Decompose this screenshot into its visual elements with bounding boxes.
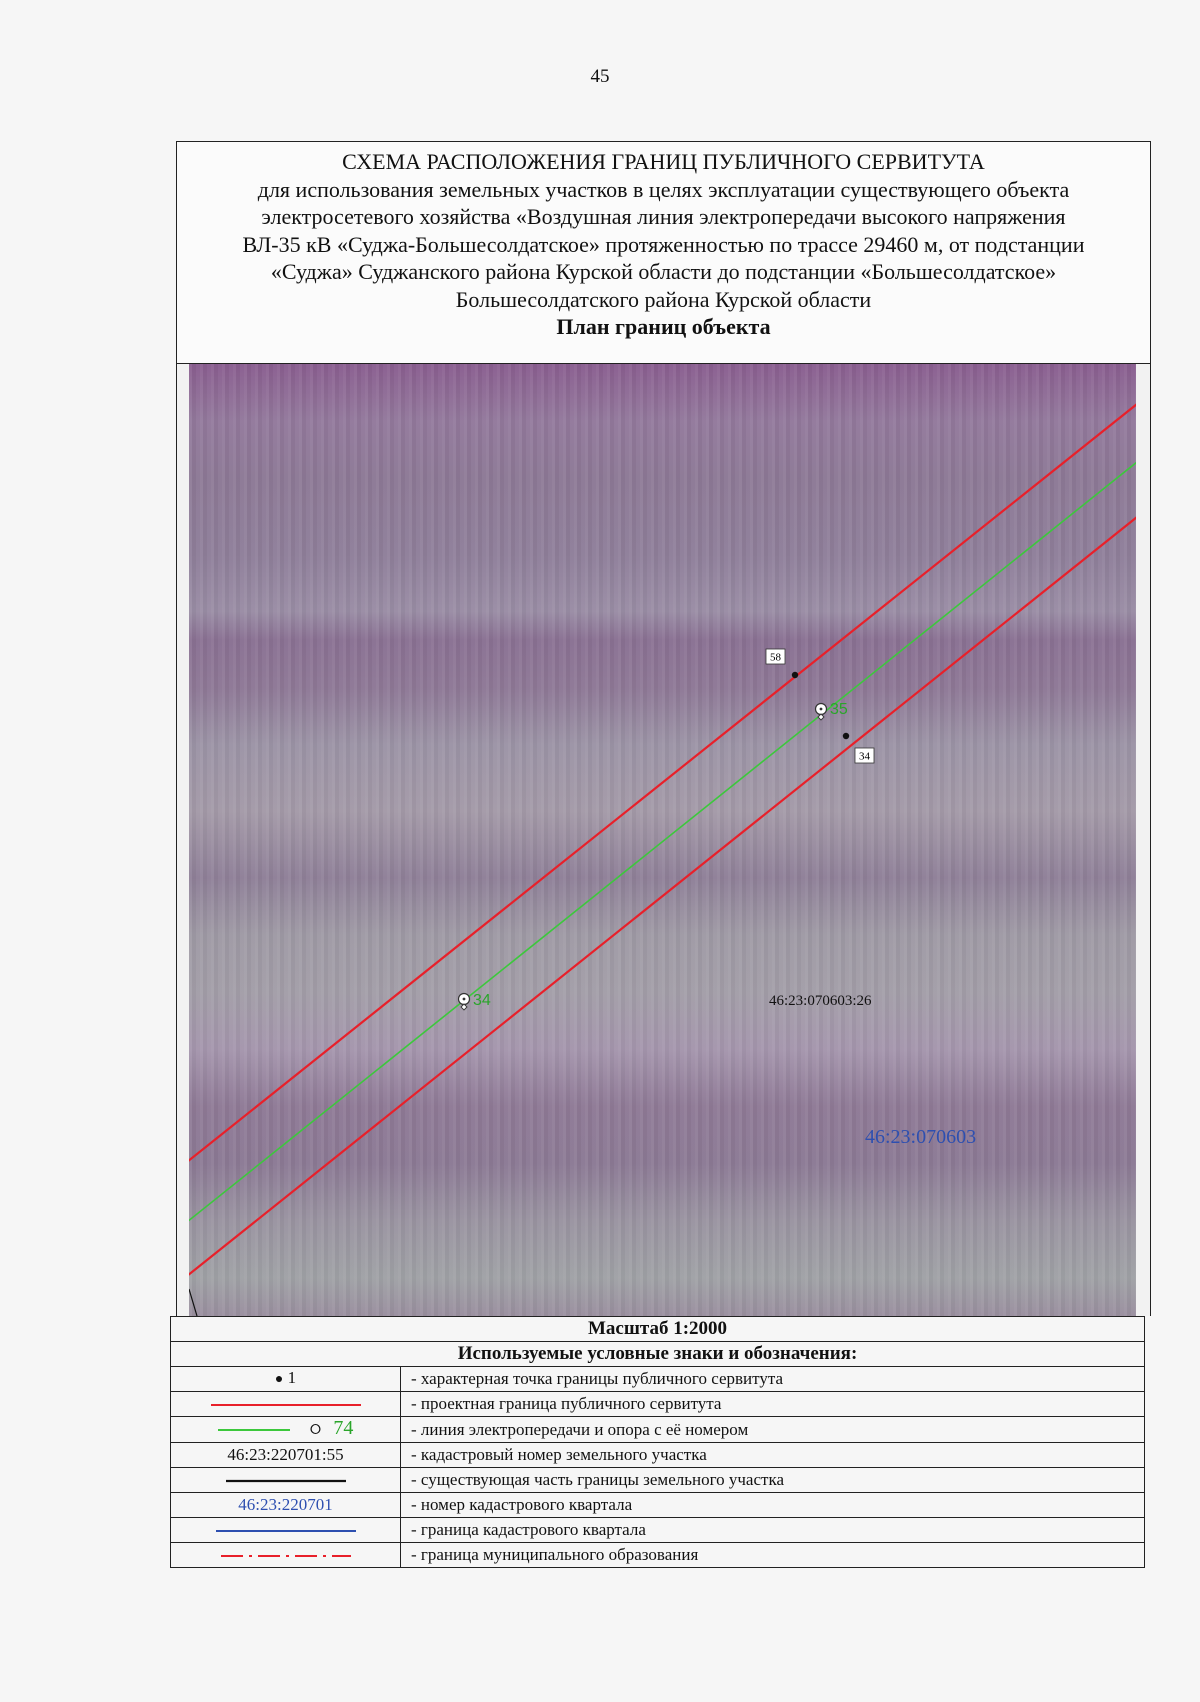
legend-desc-quarter-boundary: - граница кадастрового квартала [401, 1518, 1145, 1543]
boundary-point-34 [843, 733, 849, 739]
legend-symbol-easement [171, 1392, 401, 1417]
map-frame [176, 364, 1151, 1316]
point-icon: ● [274, 1372, 284, 1387]
plan-subtitle: План границ объекта [556, 314, 771, 339]
blue-line-icon [216, 1527, 356, 1535]
page-number: 45 [590, 66, 610, 87]
title-line-4: ВЛ-35 кВ «Суджа-Большесолдатское» протяженностью по трассе 29460 м, от подстанции [242, 231, 1085, 257]
parcel-boundary-fragment [189, 1289, 197, 1316]
legend-desc-parcel-boundary: - существующая часть границы земельного участка [401, 1468, 1145, 1493]
pole-label-34: 34 [473, 992, 491, 1009]
pole-icon: ⭘ [309, 1423, 322, 1438]
black-line-icon [226, 1477, 346, 1485]
legend-row-parcel [171, 1443, 1145, 1468]
legend-symbol-parcel-boundary [171, 1468, 401, 1493]
green-line-icon [218, 1426, 290, 1434]
quarter-number: 46:23:070603 [865, 1126, 977, 1148]
legend-desc-municipal: - граница муниципального образования [401, 1543, 1145, 1568]
legend-desc-point: - характерная точка границы публичного сервитута [401, 1367, 1145, 1392]
legend-desc-easement: - проектная граница публичного сервитута [401, 1392, 1145, 1417]
legend-row-quarter [171, 1493, 1145, 1518]
legend-desc-power-line: - линия электропередачи и опора с её номером [401, 1417, 1145, 1443]
legend-desc-parcel: - кадастровый номер земельного участка [401, 1443, 1145, 1468]
legend-row-easement [171, 1392, 1145, 1417]
title-line-3: электросетевого хозяйства «Воздушная линия электропередачи высокого напряжения [261, 204, 1066, 229]
point-label-34: 34 [859, 750, 870, 763]
power-line [189, 462, 1136, 1222]
easement-boundary-lower [189, 517, 1136, 1276]
legend-row-quarter-boundary [171, 1518, 1145, 1543]
legend-symbol-quarter: 46:23:220701 [171, 1493, 401, 1518]
scale-label: Масштаб 1:2000 [171, 1317, 1145, 1342]
red-dashdot-line-icon [221, 1552, 351, 1560]
title-block [176, 141, 1151, 364]
legend-pole-number: 74 [333, 1417, 354, 1439]
title-line-6: Большесолдатского района Курской области [455, 286, 872, 312]
legend-desc-quarter: - номер кадастрового квартала [401, 1493, 1145, 1518]
point-label-58: 58 [770, 651, 781, 664]
parcel-number: 46:23:070603:26 [769, 993, 872, 1009]
boundary-point-58 [792, 672, 798, 678]
legend-symbol-point [171, 1367, 401, 1392]
legend-point-number: 1 [287, 1368, 297, 1387]
pole-34-icon [459, 994, 470, 1011]
easement-boundary-upper [189, 404, 1136, 1162]
title-line-1: СХЕМА РАСПОЛОЖЕНИЯ ГРАНИЦ ПУБЛИЧНОГО СЕРВИТУТА [342, 149, 985, 174]
legend-heading: Используемые условные знаки и обозначения: [171, 1342, 1145, 1367]
legend-symbol-municipal [171, 1543, 401, 1568]
title-line-2: для использования земельных участков в целях эксплуатации существующего объекта [257, 176, 1070, 202]
legend-symbol-quarter-boundary [171, 1518, 401, 1543]
legend-symbol-parcel: 46:23:220701:55 [171, 1443, 401, 1468]
legend-table [170, 1316, 1145, 1568]
red-line-icon [211, 1401, 361, 1409]
pole-label-35: 35 [830, 701, 848, 718]
legend-row-power-line [171, 1417, 1145, 1443]
title-line-5: «Суджа» Суджанского района Курской области до подстанции «Большесолдатское» [270, 259, 1057, 284]
legend-row-municipal [171, 1543, 1145, 1568]
aerial-image [189, 364, 1136, 1316]
legend-row-parcel-boundary [171, 1468, 1145, 1493]
legend-symbol-power-line [171, 1417, 401, 1443]
map-overlay [189, 364, 1136, 1316]
legend-row-point [171, 1367, 1145, 1392]
